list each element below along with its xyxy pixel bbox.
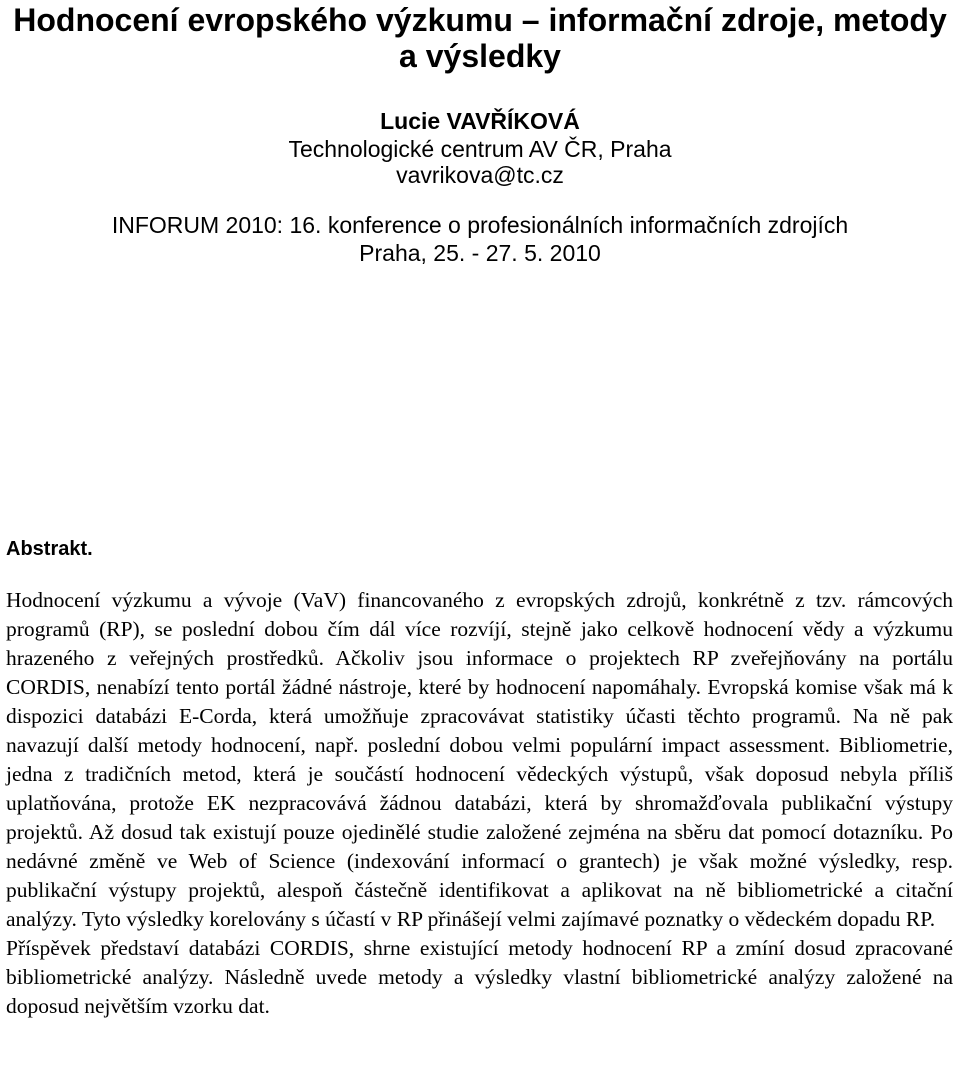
abstract-paragraph: Příspěvek představí databázi CORDIS, shrne existující metody hodnocení RP a zmíní dosud zpracované bibliometrické analýzy. Následně uvede metody a výsledky vlastní bibliometrické analýzy založené na doposud největším vzorku dat. [6,936,953,1018]
author-name: Lucie VAVŘÍKOVÁ [380,108,580,134]
abstract-body [6,586,953,1021]
conference-name: INFORUM 2010: 16. konference o profesionálních informačních zdrojích [111,212,849,238]
author-institution: Technologické centrum AV ČR, Praha [288,136,672,162]
conference-date: Praha, 25. - 27. 5. 2010 [359,240,601,266]
abstract-paragraph: Hodnocení výzkumu a vývoje (VaV) financovaného z evropských zdrojů, konkrétně z tzv. rámcových programů (RP), se poslední dobou čím dál více rozvíjí, stejně jako celkově hodnocení vědy a výzkumu hrazeného z veřejných prostředků. Ačkoliv jsou informace o projektech RP zveřejňovány na portálu CORDIS, nenabízí tento portál žádné nástroje, které by hodnocení napomáhaly. Evropská komise však má k dispozici databázi E-Corda, která umožňuje zpracovávat statistiky účasti těchto programů. Na ně pak navazují další metody hodnocení, např. poslední dobou velmi populární impact assessment. Bibliometrie, jedna z tradičních metod, která je součástí hodnocení vědeckých výstupů, však doposud nebyla příliš uplatňována, protože EK nezpracovává žádnou databázi, která by shromažďovala publikační výstupy projektů. Až dosud tak existují pouze ojedinělé studie založené zejména na sběru dat pomocí dotazníku. Po nedávné změně ve Web of Science (indexování informací o grantech) je však možné výsledky, resp. publikační výstupy projektů, alespoň částečně identifikovat a aplikovat na ně bibliometrické a citační analýzy. Tyto výsledky korelovány s účastí v RP přinášejí velmi zajímavé poznatky o vědeckém dopadu RP. [6,588,953,931]
document-title: Hodnocení evropského výzkumu – informační zdroje, metody a výsledky [13,2,947,74]
abstract-heading: Abstrakt. [6,538,93,560]
author-email: vavrikova@tc.cz [396,162,564,188]
